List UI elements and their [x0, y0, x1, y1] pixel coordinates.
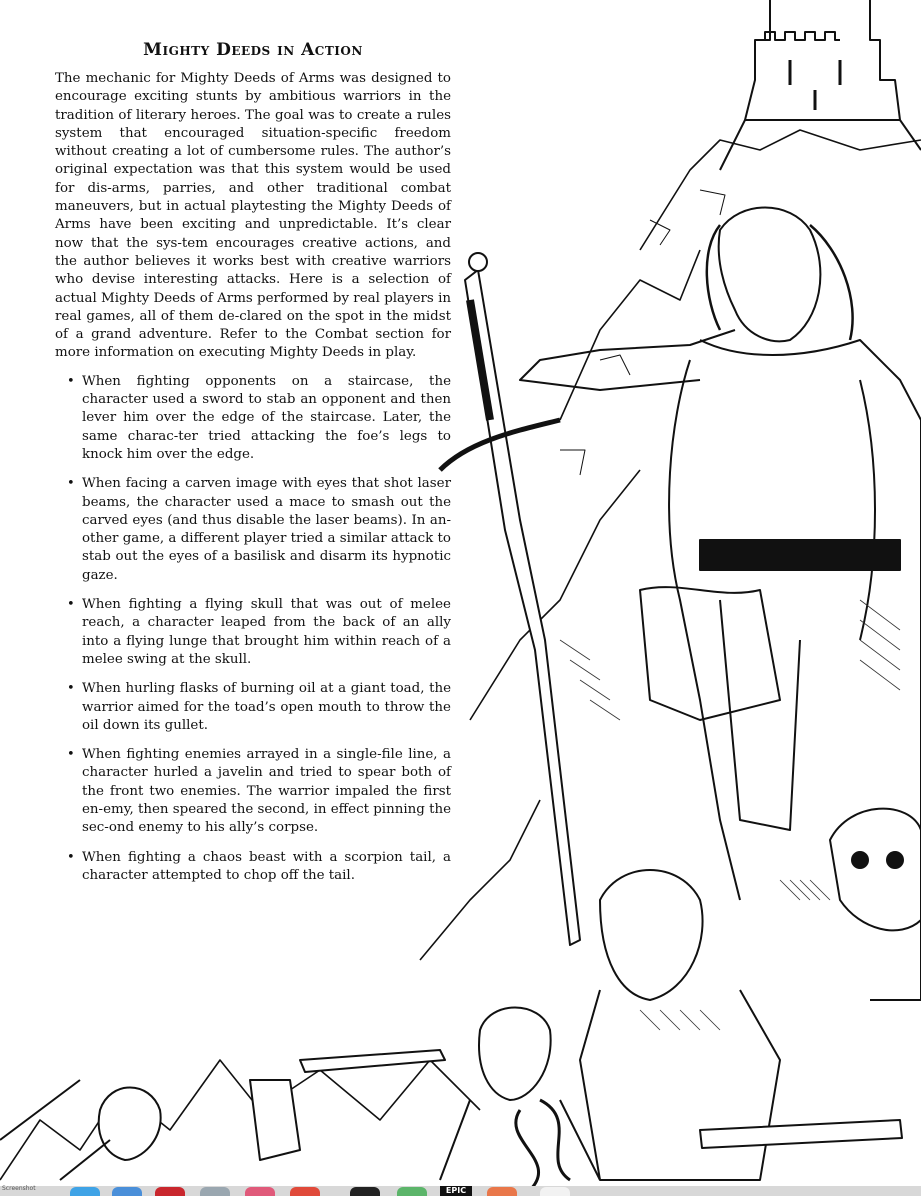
intro-paragraph: The mechanic for Mighty Deeds of Arms was designed to encourage exciting stunts by ambitious warriors in the tradition of literary heroes. The goal was to create a rules system that encouraged situation-specific freedom without creating a lot of cumbersome rules. The author’s original expectation was that this system would be used for dis-arms, parries, and other traditional combat maneuvers, but in actual playtesting the Mighty Deeds of Arms have been exciting and unpredictable. It’s clear now that the sys-tem encourages creative actions, and the author believes it works best with creative warriors who devise interesting attacks. Here is a selection of actual Mighty Deeds of Arms performed by real players in real games, all of them de-clared on the spot in the midst of a grand adventure. Refer to the Combat section for more information on executing Mighty Deeds in play.	[55, 71, 451, 361]
list-item: • When facing a carven image with eyes that shot laser beams, the character used a mace to smash out the carved eyes (and thus disable the laser beams). In an-other game, a different player tried a similar attack to stab out the eyes of a basilisk and disarm its hypnotic gaze.	[67, 476, 451, 583]
list-item: • When fighting opponents on a staircase, the character used a sword to stab an opponent and then lever him over the edge of the staircase. Later, the same charac-ter tried attacking the foe’s legs to knock him over the edge.	[67, 373, 451, 462]
bullet-icon: •	[67, 373, 75, 389]
list-item: • When fighting a chaos beast with a scorpion tail, a character attempted to chop off the tail.	[67, 849, 451, 883]
screenshot-label: Screenshot	[2, 1185, 36, 1192]
bullet-icon: •	[67, 849, 75, 865]
app-orange-icon[interactable]	[487, 1187, 517, 1196]
app-red-icon[interactable]	[155, 1187, 185, 1196]
list-item: • When hurling flasks of burning oil at a giant toad, the warrior aimed for the toad’s open mouth to throw the oil down its gullet.	[67, 681, 451, 733]
list-item: • When fighting enemies arrayed in a single-file line, a character hurled a javelin and tried to spear both of the front two enemies. The warrior impaled the first en-emy, then speared the second, in effect pinning the sec-ond enemy to his ally’s corpse.	[67, 747, 451, 836]
bullet-icon: •	[67, 747, 75, 763]
list-item: • When fighting a flying skull that was out of melee reach, a character leaped from the back of an ally into a flying lunge that brought him within reach of a melee swing at the skull.	[67, 597, 451, 667]
app-grey-icon[interactable]	[200, 1187, 230, 1196]
text-column	[55, 40, 451, 896]
app-white-icon[interactable]	[540, 1187, 570, 1196]
bullet-icon: •	[67, 476, 75, 492]
epic-games-icon[interactable]: EPIC	[440, 1186, 472, 1196]
bullet-icon: •	[67, 681, 75, 697]
app-green-icon[interactable]	[397, 1187, 427, 1196]
section-title: Mighty Deeds in Action	[143, 40, 363, 60]
bullet-icon: •	[67, 597, 75, 613]
app-pink-icon[interactable]	[245, 1187, 275, 1196]
terminal-icon[interactable]	[350, 1187, 380, 1196]
chrome-icon[interactable]	[290, 1187, 320, 1196]
safari-icon[interactable]	[112, 1187, 142, 1196]
finder-icon[interactable]	[70, 1187, 100, 1196]
examples-list	[55, 373, 451, 885]
